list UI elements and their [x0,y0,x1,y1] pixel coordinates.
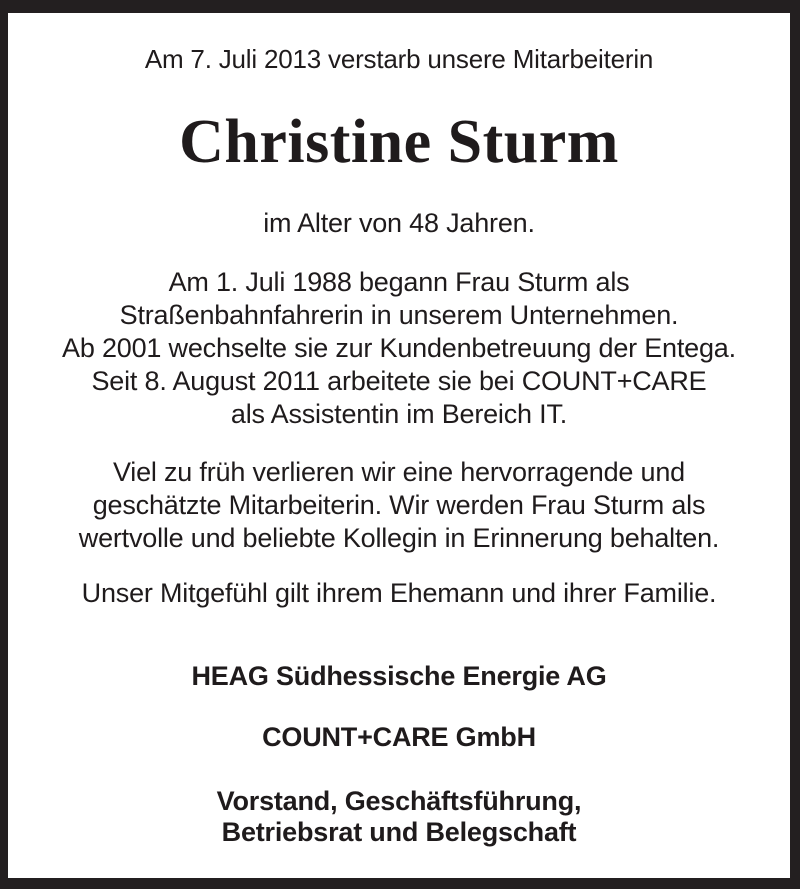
text-line: als Assistentin im Bereich IT. [230,399,568,429]
text-line: Am 1. Juli 1988 begann Frau Sturm als [168,267,630,297]
text-line: Seit 8. August 2011 arbeitete sie bei COUNT+CARE [91,366,707,396]
text-line: wertvolle und beliebte Kollegin in Erinnerung behalten. [78,523,720,553]
age-line: im Alter von 48 Jahren. [263,208,535,238]
obituary-notice [8,13,790,878]
deceased-name: Christine Sturm [179,108,619,176]
text-line: geschätzte Mitarbeiterin. Wir werden Frau Sturm als [92,490,706,520]
career-paragraph [8,266,790,431]
text-line: Ab 2001 wechselte sie zur Kundenbetreuung der Entega. [62,333,736,363]
tribute-paragraph [8,456,790,555]
text-line: Straßenbahnfahrerin in unserem Unternehmen. [119,300,679,330]
text-line: Vorstand, Geschäftsführung, [216,786,582,816]
text-line: Viel zu früh verlieren wir eine hervorragende und [112,457,686,487]
sympathy-line: Unser Mitgefühl gilt ihrem Ehemann und ihrer Familie. [81,578,717,608]
signature-company-heag: HEAG Südhessische Energie AG [191,661,607,691]
text-line: Betriebsrat und Belegschaft [221,817,577,847]
signature-company-countcare: COUNT+CARE GmbH [262,722,536,752]
signature-board [8,786,790,848]
intro-line: Am 7. Juli 2013 verstarb unsere Mitarbeiterin [144,44,654,74]
